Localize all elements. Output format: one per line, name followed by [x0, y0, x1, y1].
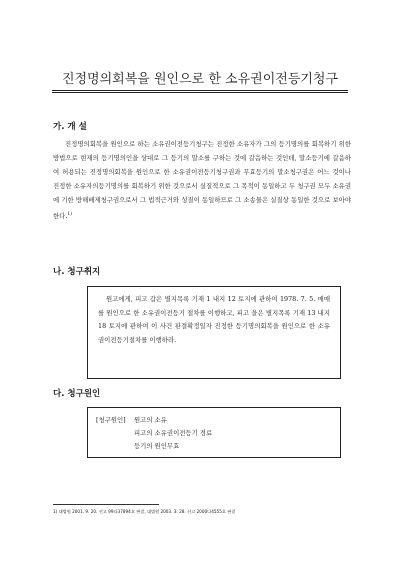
footnote-rule: [53, 504, 159, 505]
section-heading-claim-cause: 다. 청구원인: [53, 389, 101, 399]
claim-cause-line: [96, 427, 332, 440]
claim-cause-line: [96, 440, 332, 453]
footnote: 1) 대법원 2001. 9. 20. 선고 99다37894호 판결, 대법원 2003. 3. 28. 선고 2000다4555호 판결: [53, 509, 236, 514]
claim-cause-tag: [청구원인]: [96, 416, 126, 424]
title-rule-top: [52, 90, 348, 91]
claim-purpose-text: 원고에게, 피고 갑은 별지목록 기재 1 내지 12 토지에 관하여 1978. 7. 5. 매매를 원인으로 한 소유권이전등기 절차를 이행하고, 피고 을은 별지목록 기재 13 내지 18 토지에 관하여 이 사건 판결확정일자 진정한 등기명의회복을 원인으로 한 소유권이전등기절차를 이행하라.: [98, 295, 330, 344]
section-heading-claim-purpose: 나. 청구취지: [53, 267, 101, 277]
claim-purpose-box: [87, 286, 341, 379]
claim-cause-box: [87, 407, 341, 458]
claim-cause-item: 원고의 소유: [134, 416, 167, 424]
overview-paragraph: [53, 138, 351, 224]
claim-cause-item: 피고의 소유권이전등기 경료: [134, 429, 213, 437]
claim-cause-item: 등기의 원인무효: [134, 442, 180, 450]
claim-cause-line: [96, 414, 332, 427]
footnote-reference: 1): [67, 211, 73, 217]
section-heading-overview: 가. 개 설: [53, 122, 87, 132]
title-rule-bottom: [52, 92, 348, 93]
page-title: 진정명의회복을 원인으로 한 소유권이전등기청구: [61, 72, 339, 87]
overview-text: 진정명의회복을 원인으로 하는 소유권이전등기청구는 진정한 소유자가 그의 등기명의를 회복하기 위한 방법으로 현재의 등기명의인을 상대로 그 등기의 말소를 구하는 것에 갈음하는 것인데, 말소등기에 갈음하여 허용되는 진정명의회복을 원인으로 한 소유권이전등기청구권과 무효등기의 말소청구권은 어느 것이나 진정한 소유자의등기명의를 회복하기 위한 것으로서 실질적으로 그 목적이 동일하고 두 청구권 모두 소유권에 기한 방해배제청구권으로서 그 법적근거와 성질이 동일하므로 그 소송물은 실질상 동일한 것으로 보아야 한다.: [53, 140, 351, 220]
